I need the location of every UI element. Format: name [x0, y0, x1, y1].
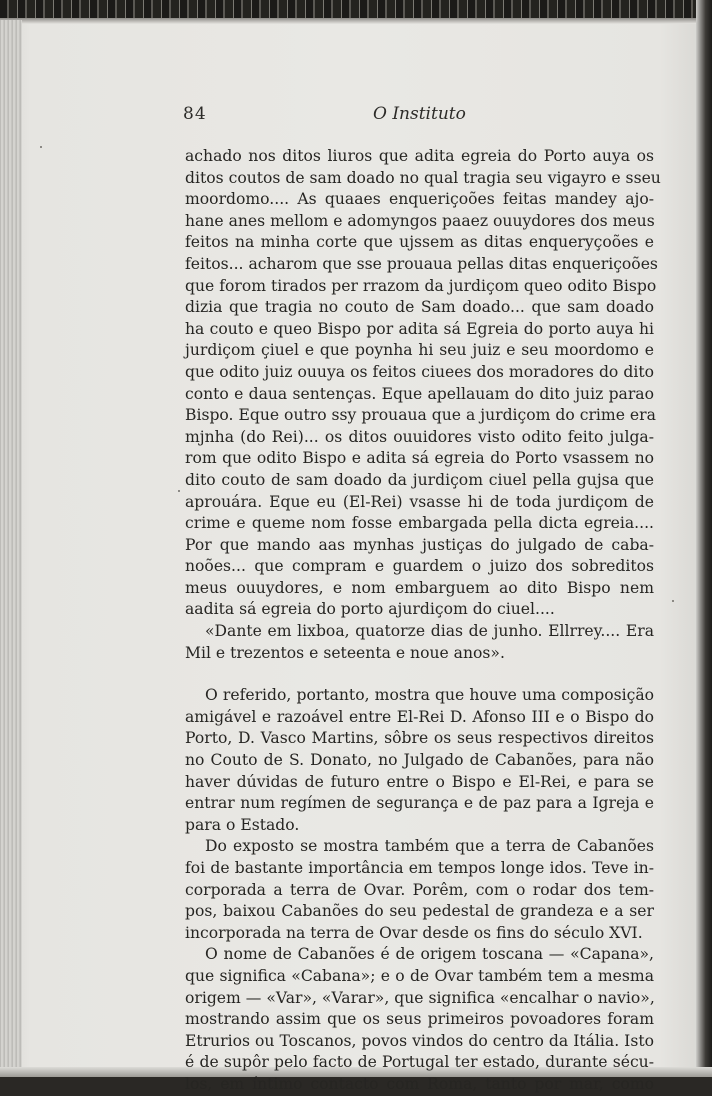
text-line: Do exposto se mostra também que a terra de Cabanões — [205, 837, 654, 856]
text-line: Etrurios ou Toscanos, povos vindos do centro da Itália. Isto — [185, 1031, 654, 1050]
text-line: Porto, D. Vasco Martins, sôbre os seus respectivos direitos — [185, 729, 654, 748]
text-line: O referido, portanto, mostra que houve uma composição — [205, 686, 654, 705]
body-text — [185, 146, 661, 1096]
paragraph-2 — [185, 621, 654, 664]
text-line: noões... que compram e guardem o juizo dos sobreditos — [185, 557, 654, 576]
text-line: aprouára. Eque eu (El-Rei) vsasse hi de toda jurdiçom de — [185, 492, 654, 511]
text-line: no Couto de S. Donato, no Julgado de Cabanões, para não — [185, 751, 654, 770]
text-line: aadita sá egreia do porto ajurdiçom do ciuel.... — [185, 600, 555, 619]
text-line: dizia que tragia no couto de Sam doado... que sam doado — [185, 298, 654, 317]
text-line: Mil e trezentos e seteenta e noue anos». — [185, 643, 505, 662]
text-line: que odito juiz ouuya os feitos ciuees dos moradores do dito — [185, 362, 654, 381]
text-line: incorporada na terra de Ovar desde os fins do século XVI. — [185, 923, 643, 942]
paragraph-1 — [185, 146, 661, 621]
paragraph-gap — [185, 664, 654, 685]
paragraph-5 — [185, 944, 654, 1095]
running-title: O Instituto — [373, 104, 466, 124]
running-head — [183, 104, 653, 128]
text-line: para o Estado. — [185, 815, 300, 834]
text-line: origem — «Var», «Varar», que significa «encalhar o navio», — [185, 988, 655, 1007]
text-line: amigável e razoável entre El-Rei D. Afonso III e o Bispo do — [185, 707, 654, 726]
text-line: «Dante em lixboa, quatorze dias de junho. Ellrrey.... Era — [205, 622, 654, 641]
text-line: feitos... acharom que sse prouaua pellas ditas enqueriçoões — [185, 254, 658, 273]
scan-top-shadow — [0, 18, 712, 24]
text-line: crime e queme nom fosse embargada pella dicta egreia.... — [185, 514, 654, 533]
text-line: ditos coutos de sam doado no qual tragia seu vigayro e sseu — [185, 168, 661, 187]
text-line: haver dúvidas de futuro entre o Bispo e El-Rei, e para se — [185, 772, 654, 791]
paper-speck — [672, 600, 674, 602]
text-line: feitos na minha corte que ujssem as ditas enqueryçoões e — [185, 233, 654, 252]
text-line: que forom tirados per rrazom da jurdiçom queo odito Bispo — [185, 276, 657, 295]
text-line: é de supôr pelo facto de Portugal ter estado, durante sécu- — [185, 1053, 654, 1072]
page-number: 84 — [183, 104, 207, 124]
text-line: foi de bastante importância em tempos longe idos. Teve in- — [185, 859, 654, 877]
text-line: rom que odito Bispo e adita sá egreia do Porto vsassem no — [185, 449, 654, 468]
scan-top-edge — [0, 0, 712, 18]
text-line: conto e daua sentenças. Eque apellauam do dito juiz parao — [185, 384, 654, 403]
text-line: jurdiçom çiuel e que poynha hi seu juiz e seu moordomo e — [185, 341, 654, 360]
text-line: mjnha (do Rei)... os ditos ouuidores visto odito feito julga- — [185, 427, 654, 446]
page-stack-left-edge — [0, 20, 22, 1077]
paragraph-3 — [185, 685, 654, 836]
text-line: moordomo.... As quaaes enqueriçoões feitas mandey ajo- — [185, 190, 654, 209]
text-line: Por que mando aas mynhas justiças do julgado de caba- — [185, 535, 654, 554]
text-line: hane anes mellom e adomyngos paaez ouuydores dos meus — [185, 211, 655, 230]
text-line: ha couto e queo Bispo por adita sá Egreia do porto auya hi — [185, 319, 654, 338]
paragraph-4 — [185, 836, 654, 944]
text-line: corporada a terra de Ovar. Porêm, com o rodar dos tem- — [185, 880, 654, 899]
text-line: dito couto de sam doado da jurdiçom ciuel pella gujsa que — [185, 470, 654, 489]
text-line: los, em íntimo contacto com Roma, tanto por mar, como — [185, 1074, 654, 1093]
text-line: achado nos ditos liuros que adita egreia do Porto auya os — [185, 147, 654, 165]
scan-right-edge — [696, 0, 712, 1077]
text-line: pos, baixou Cabanões do seu pedestal de grandeza e a ser — [185, 902, 654, 921]
paper-speck — [178, 490, 180, 492]
text-line: que significa «Cabana»; e o de Ovar também tem a mesma — [185, 966, 654, 985]
text-line: entrar num regímen de segurança e de paz para a Igreja e — [185, 794, 654, 813]
text-line: O nome de Cabanões é de origem toscana — «Capana», — [205, 945, 654, 964]
paper-speck — [40, 146, 42, 148]
text-line: Bispo. Eque outro ssy prouaua que a jurdiçom do crime era — [185, 406, 656, 425]
text-line: mostrando assim que os seus primeiros povoadores foram — [185, 1010, 654, 1029]
text-line: meus ouuydores, e nom embarguem ao dito Bispo nem — [185, 578, 654, 597]
